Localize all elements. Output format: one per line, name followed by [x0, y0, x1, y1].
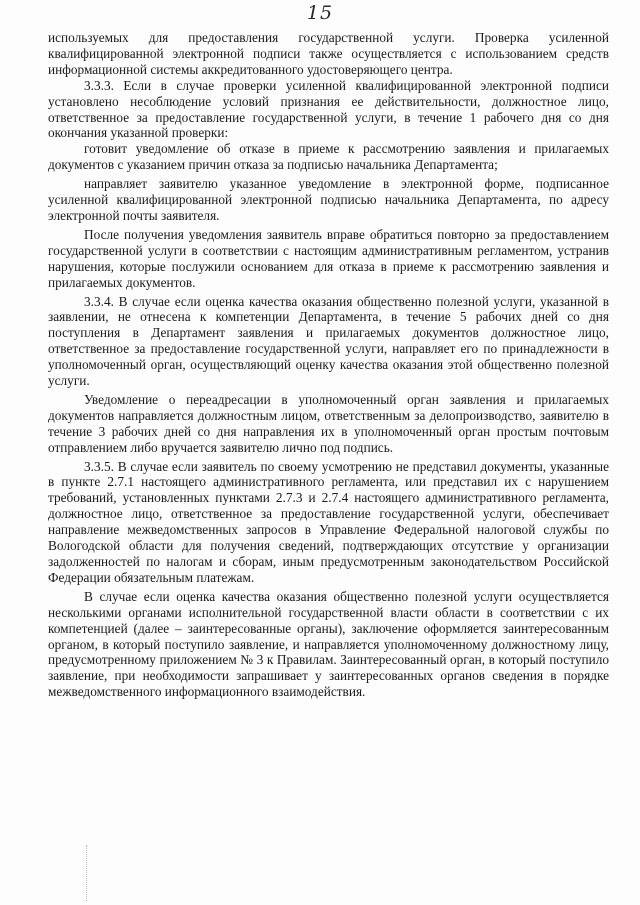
paragraph-3-3-5: 3.3.5. В случае если заявитель по своему усмотрению не представил документы, указанные в пункте 2.7.1 настоящего административного регламента, или представил их с нарушением требований, установленных пунктами 2.7.3 и 2.7.4 настоящего административного регламента, должностное лицо, ответственное за предоставление государственной услуги, обеспечивает направление межведомственных запросов в Управление Федеральной налоговой службы по Вологодской области для получения сведений, подтверждающих отсутствие у организации задолженностей по налогам и сборам, иным предусмотренным законодательством Российской Федерации обязательным платежам. — [48, 458, 609, 585]
paragraph-signature-check-continuation: используемых для предоставления государственной услуги. Проверка усиленной квалифицированной электронной подписи также осуществляется с использованием средств информационной системы аккредитованного удостоверяющего центра. — [48, 30, 609, 77]
document-body — [48, 30, 609, 700]
paragraph-3-3-3: 3.3.3. Если в случае проверки усиленной квалифицированной электронной подписи установлено несоблюдение условий признания ее действительности, должностное лицо, ответственное за предоставление государственной услуги, в течение 1 рабочего дня со дня окончания указанной проверки: — [48, 77, 609, 141]
page-number: 15 — [306, 2, 334, 24]
paragraph-redirect-notice: Уведомление о переадресации в уполномоченный орган заявления и прилагаемых документов направляется должностным лицом, ответственным за делопроизводство, заявителю в течение 3 рабочих дней со дня направления их в уполномоченный орган простым почтовым отправлением либо вручается заявителю лично под подпись. — [48, 391, 609, 455]
paragraph-prepares-notice: готовит уведомление об отказе в приеме к рассмотрению заявления и прилагаемых документов с указанием причин отказа за подписью начальника Департамента; — [48, 141, 609, 173]
paragraph-sends-notice: направляет заявителю указанное уведомление в электронной форме, подписанное усиленной квалифицированной электронной подписью начальника Департамента, по адресу электронной почты заявителя. — [48, 176, 609, 223]
scan-artifact-line — [86, 845, 87, 901]
paragraph-reapply: После получения уведомления заявитель вправе обратиться повторно за предоставлением государственной услуги в соответствии с настоящим административным регламентом, устранив нарушения, которые послужили основанием для отказа в приеме к рассмотрению заявления и прилагаемых документов. — [48, 226, 609, 290]
paragraph-3-3-4: 3.3.4. В случае если оценка качества оказания общественно полезной услуги, указанной в заявлении, не отнесена к компетенции Департамента, в течение 5 рабочих дней со дня поступления в Департамент заявления и прилагаемых документов должностное лицо, ответственное за предоставление государственной услуги, направляет его по принадлежности в уполномоченный орган, осуществляющий оценку качества оказания этой общественно полезной услуги. — [48, 293, 609, 389]
paragraph-interested-bodies: В случае если оценка качества оказания общественно полезной услуги осуществляется несколькими органами исполнительной государственной власти области в соответствии с их компетенцией (далее – заинтересованные органы), заключение оформляется заинтересованным органом, в который поступило заявление, и направляется уполномоченному должностному лицу, предусмотренному приложением № 3 к Правилам. Заинтересованный орган, в который поступило заявление, при необходимости запрашивает у заинтересованных органов сведения в порядке межведомственного информационного взаимодействия. — [48, 588, 609, 700]
